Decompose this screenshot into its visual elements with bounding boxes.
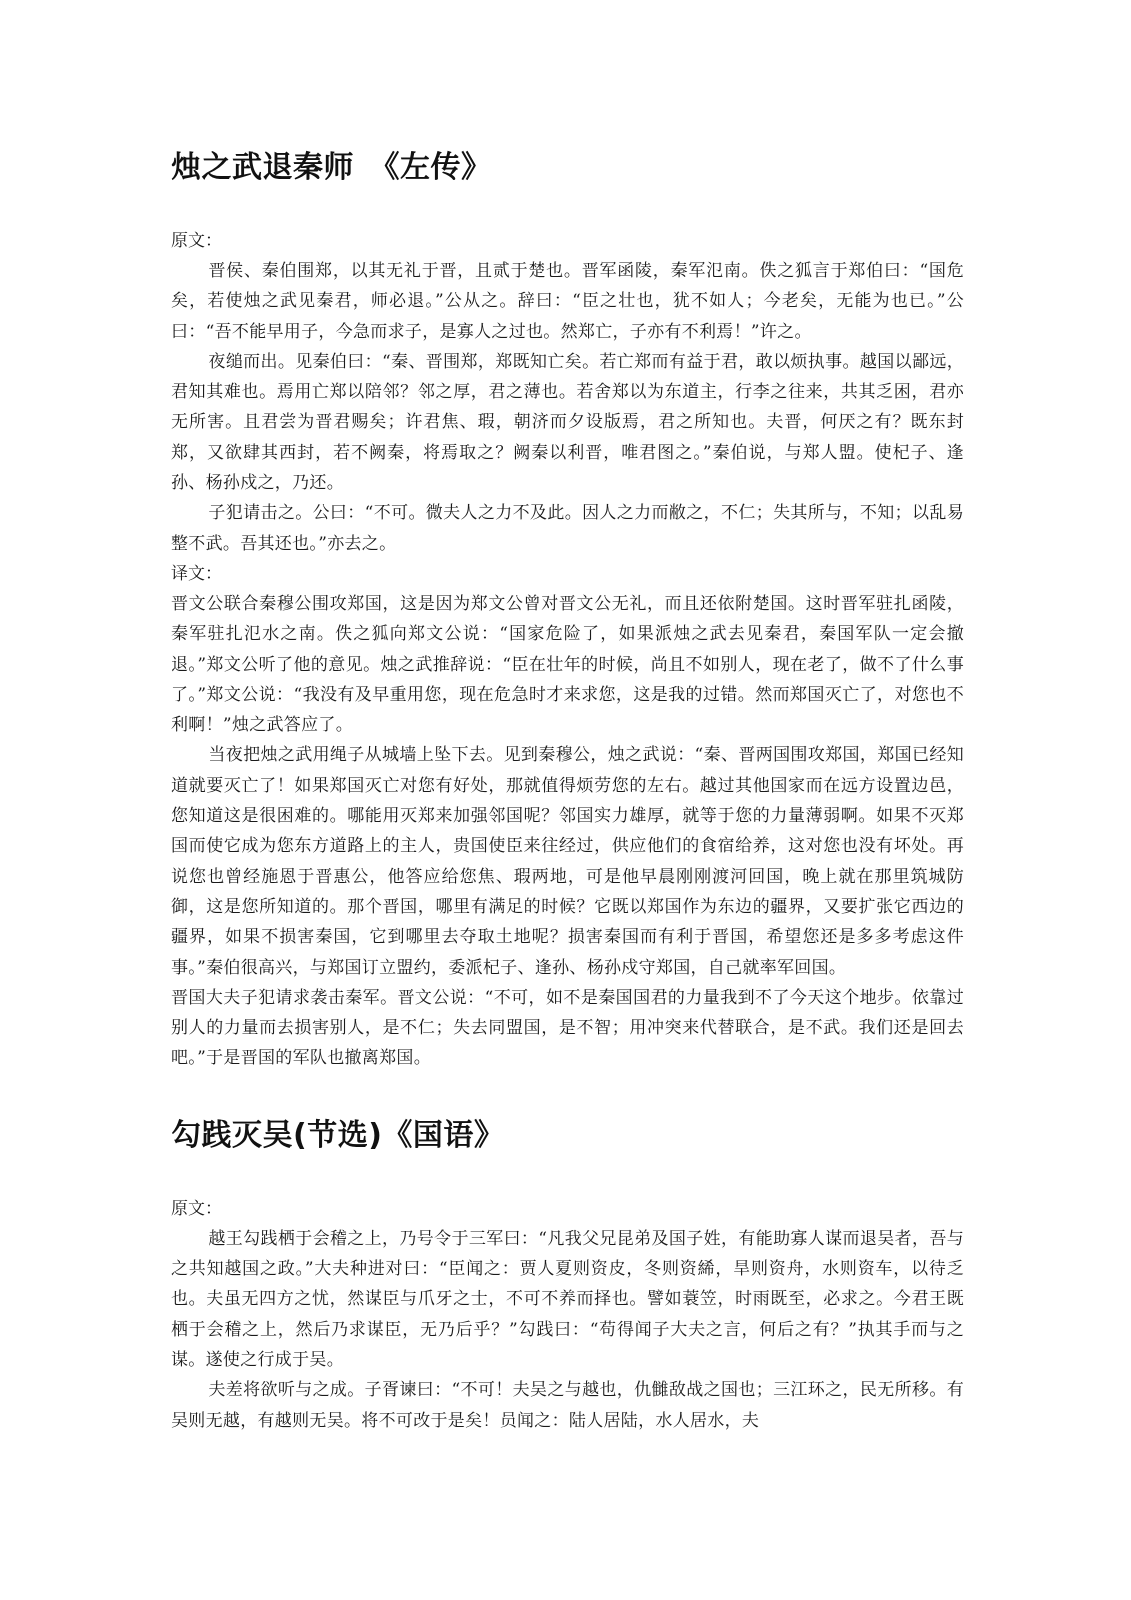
translation-paragraph: 当夜把烛之武用绳子从城墙上坠下去。见到秦穆公，烛之武说：“秦、晋两国围攻郑国，郑国已经知道就要灭亡了！如果郑国灭亡对您有好处，那就值得烦劳您的左右。越过其他国家而在远方设置边邑，您知道这是很困难的。哪能用灭郑来加强邻国呢？邻国实力雄厚，就等于您的力量薄弱啊。如果不灭郑国而使它成为您东方道路上的主人，贵国使臣来往经过，供应他们的食宿给养，这对您也没有坏处。再说您也曾经施恩于晋惠公，他答应给您焦、瑕两地，可是他早晨刚刚渡河回国，晚上就在那里筑城防御，这是您所知道的。那个晋国，哪里有满足的时候？它既以郑国作为东边的疆界，又要扩张它西边的疆界，如果不损害秦国，它到哪里去夺取土地呢？损害秦国而有利于晋国，希望您还是多多考虑这件事。”秦伯很高兴，与郑国订立盟约，委派杞子、逢孙、杨孙戍守郑国，自己就率军回国。: [171, 745, 964, 978]
original-paragraph: 越王勾践栖于会稽之上，乃号令于三军曰：“凡我父兄昆弟及国子姓，有能助寡人谋而退吴者，吾与之共知越国之政。”大夫种进对曰：“臣闻之：贾人夏则资皮，冬则资絺，旱则资舟，水则资车，以待乏也。夫虽无四方之忧，然谋臣与爪牙之士，不可不养而择也。譬如蓑笠，时雨既至，必求之。今君王既栖于会稽之上，然后乃求谋臣，无乃后乎？”勾践曰：“苟得闻子大夫之言，何后之有？”执其手而与之谋。遂使之行成于吴。: [171, 1228, 964, 1370]
original-paragraph: 夜缒而出。见秦伯曰：“秦、晋围郑，郑既知亡矣。若亡郑而有益于君，敢以烦执事。越国以鄙远，君知其难也。焉用亡郑以陪邻？邻之厚，君之薄也。若舍郑以为东道主，行李之往来，共其乏困，君亦无所害。且君尝为晋君赐矣；许君焦、瑕，朝济而夕设版焉，君之所知也。夫晋，何厌之有？既东封郑，又欲肆其西封，若不阙秦，将焉取之？阙秦以利晋，唯君图之。”秦伯说，与郑人盟。使杞子、逢孙、杨孙戍之，乃还。: [171, 351, 964, 494]
original-paragraph: 晋侯、秦伯围郑，以其无礼于晋，且贰于楚也。晋军函陵，秦军氾南。佚之狐言于郑伯曰：“国危矣，若使烛之武见秦君，师必退。”公从之。辞曰：“臣之壮也，犹不如人；今老矣，无能为也已。”公曰：“吾不能早用子，今急而求子，是寡人之过也。然郑亡，子亦有不利焉！”许之。: [171, 261, 964, 342]
translation-label: 译文：: [171, 563, 222, 584]
section-title-goujian: 勾践灭吴(节选)《国语》: [171, 1117, 505, 1153]
document-page: [171, 140, 964, 1436]
original-text-label: 原文：: [171, 231, 222, 251]
translation-paragraph: 晋文公联合秦穆公围攻郑国，这是因为郑文公曾对晋文公无礼，而且还依附楚国。这时晋军驻扎函陵，秦军驻扎氾水之南。佚之狐向郑文公说：“国家危险了，如果派烛之武去见秦君，秦国军队一定会撤退。”郑文公听了他的意见。烛之武推辞说：“臣在壮年的时候，尚且不如别人，现在老了，做不了什么事了。”郑文公说：“我没有及早重用您，现在危急时才来求您，这是我的过错。然而郑国灭亡了，对您也不利啊！”烛之武答应了。: [171, 593, 964, 736]
original-paragraph: 子犯请击之。公曰：“不可。微夫人之力不及此。因人之力而敝之，不仁；失其所与，不知；以乱易整不武。吾其还也。”亦去之。: [171, 503, 964, 554]
original-text-label: 原文：: [171, 1198, 222, 1219]
translation-paragraph: 晋国大夫子犯请求袭击秦军。晋文公说：“不可，如不是秦国国君的力量我到不了今天这个地步。依靠过别人的力量而去损害别人，是不仁；失去同盟国，是不智；用冲突来代替联合，是不武。我们还是回去吧。”于是晋国的军队也撤离郑国。: [171, 987, 964, 1069]
original-paragraph: 夫差将欲听与之成。子胥谏曰：“不可！夫吴之与越也，仇雠敌战之国也；三江环之，民无所移。有吴则无越，有越则无吴。将不可改于是矣！员闻之：陆人居陆，水人居水，夫: [171, 1380, 964, 1431]
section-title-zhuzhiwu: 烛之武退秦师 《左传》: [171, 150, 492, 185]
